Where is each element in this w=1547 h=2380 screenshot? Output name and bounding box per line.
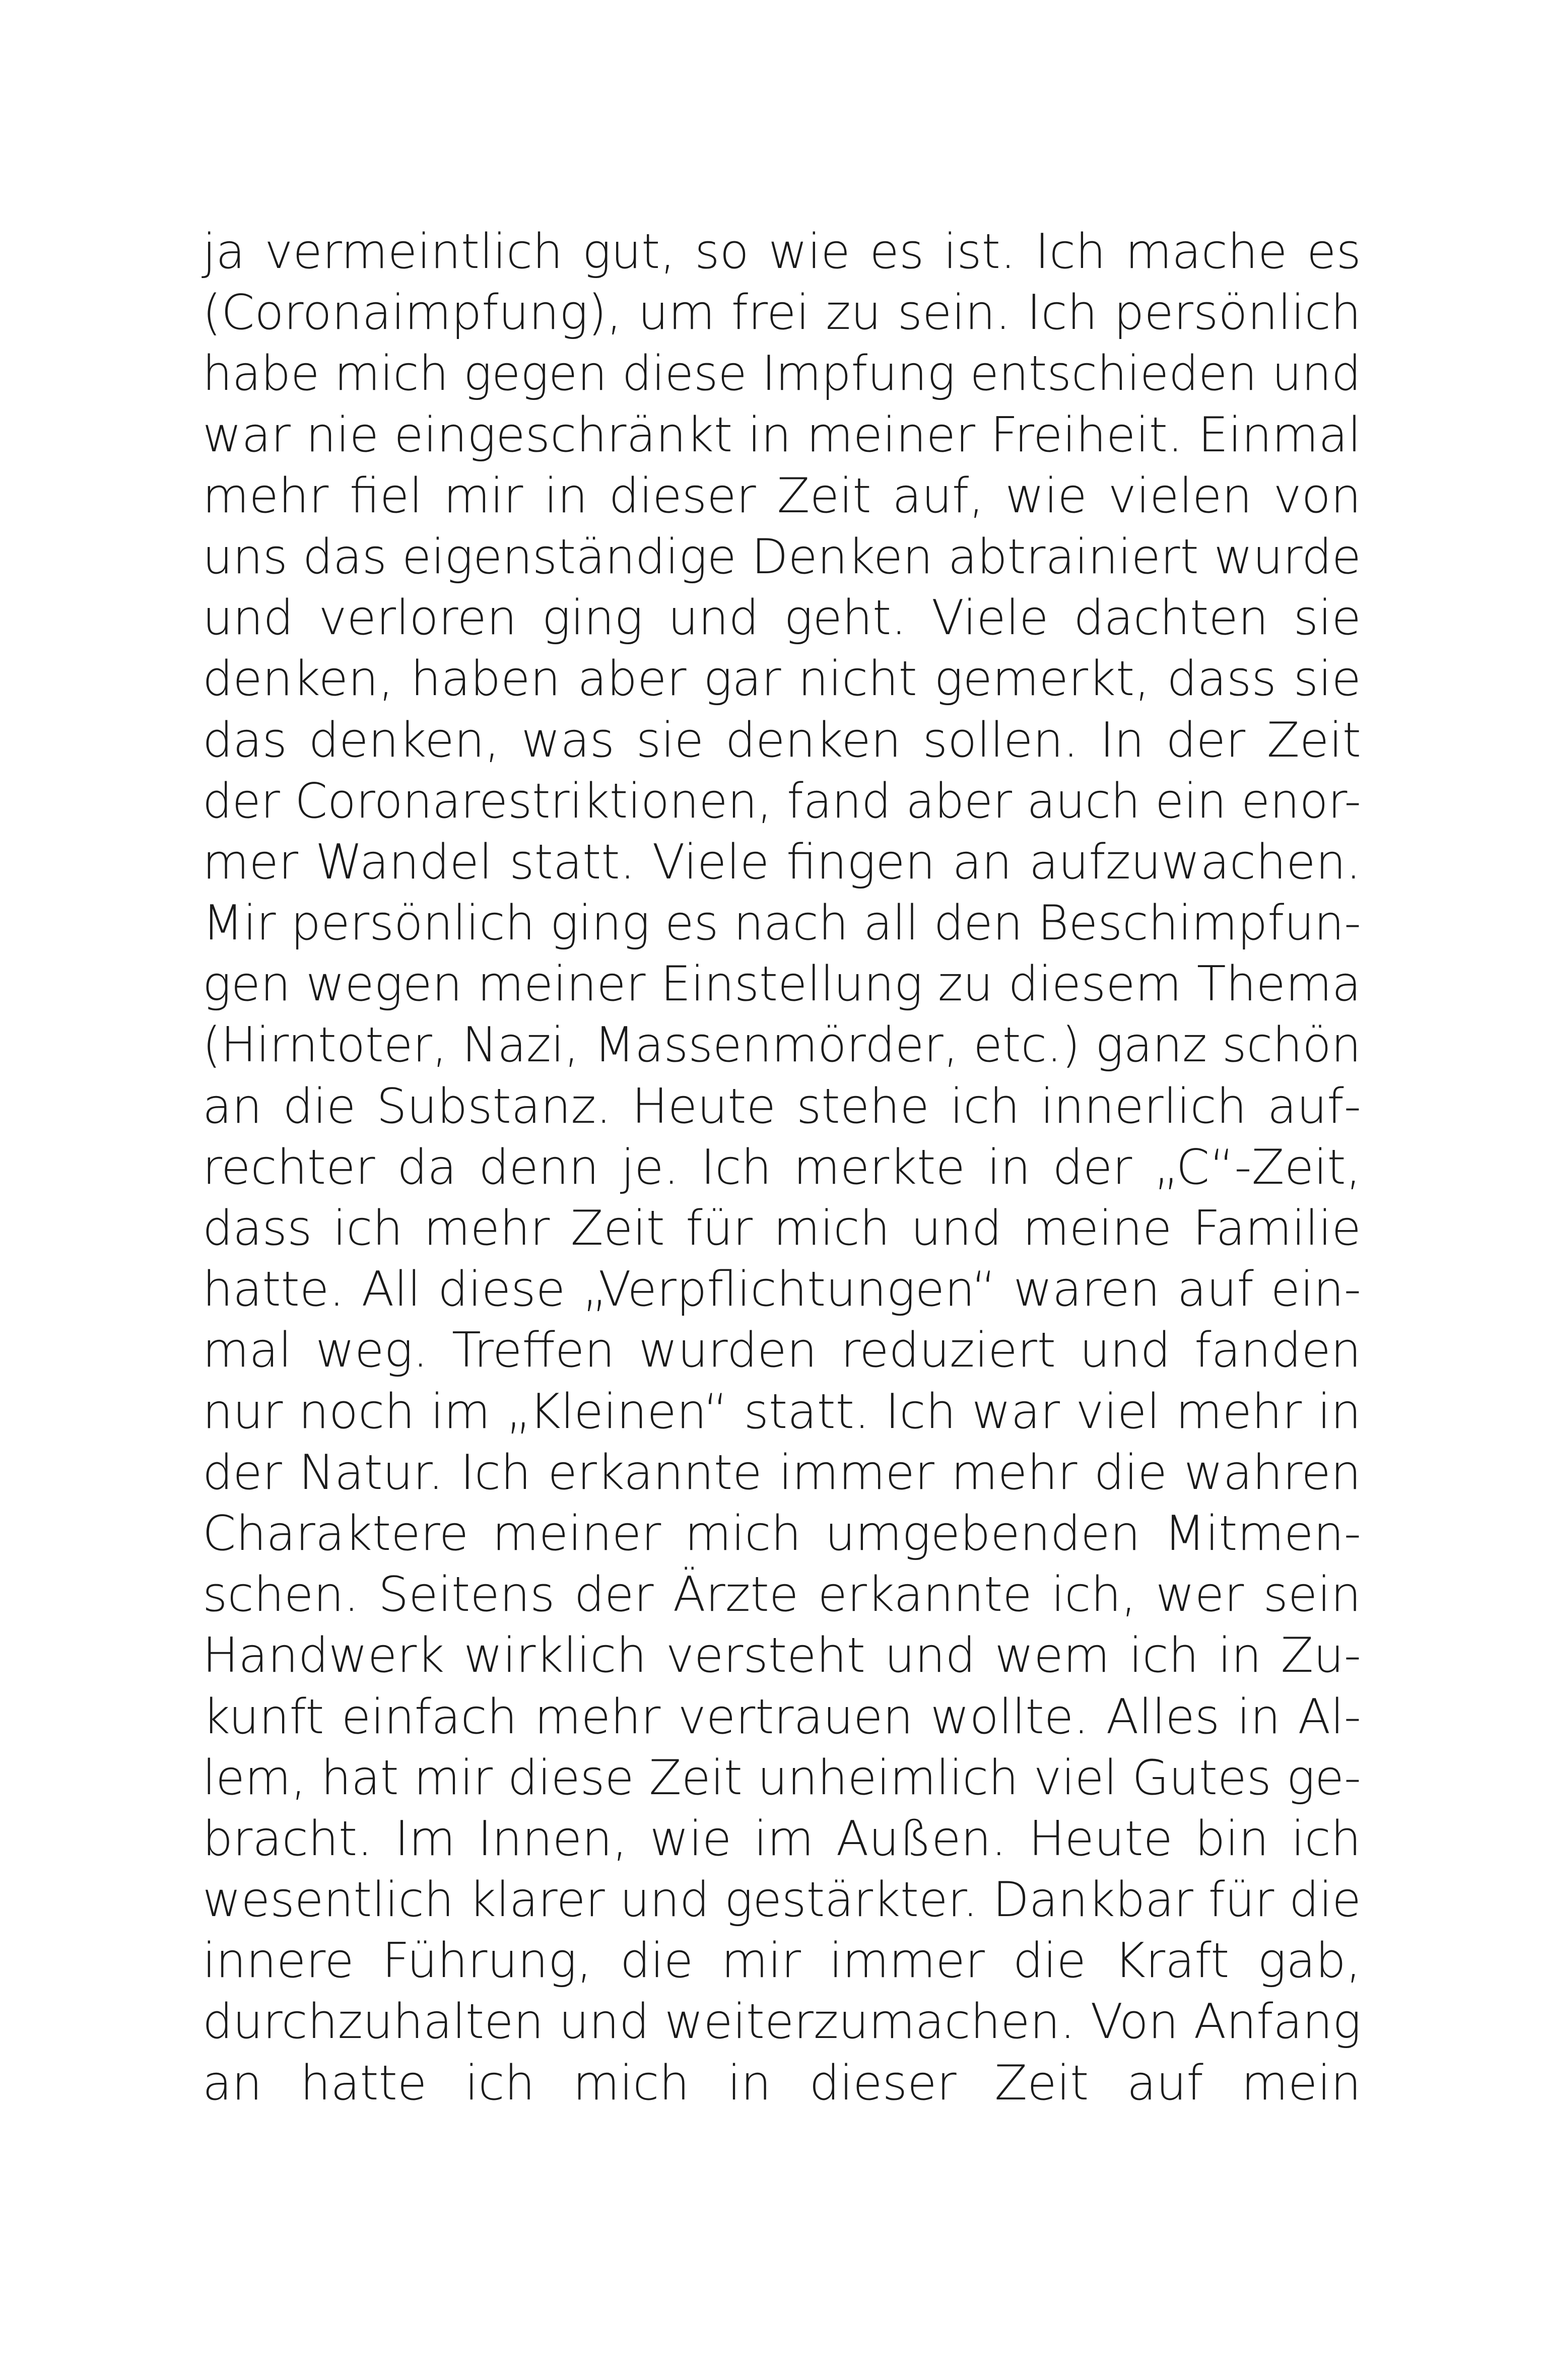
text-line: durchzuhalten und weiterzumachen. Von Anfang [203, 1994, 1361, 2050]
text-line: denken, haben aber gar nicht gemerkt, dass sie [203, 651, 1361, 707]
text-line: an hatte ich mich in dieser Zeit auf mein [203, 2055, 1361, 2111]
text-line: kunft einfach mehr vertrauen wollte. Alles in Al- [203, 1689, 1361, 1745]
body-text [203, 222, 1361, 2114]
text-line: Charaktere meiner mich umgebenden Mitmen- [203, 1506, 1361, 1561]
text-line: Mir persönlich ging es nach all den Beschimpfun- [203, 896, 1361, 951]
text-line: gen wegen meiner Einstellung zu diesem Thema [203, 957, 1361, 1012]
text-line: innere Führung, die mir immer die Kraft gab, [203, 1933, 1361, 1989]
text-line: rechter da denn je. Ich merkte in der „C“-Zeit, [203, 1139, 1361, 1195]
text-line: an die Substanz. Heute stehe ich innerlich auf- [203, 1078, 1361, 1134]
text-line: schen. Seitens der Ärzte erkannte ich, wer sein [203, 1567, 1361, 1623]
text-line: Handwerk wirklich versteht und wem ich in Zu- [203, 1628, 1361, 1684]
text-line: der Natur. Ich erkannte immer mehr die wahren [203, 1445, 1361, 1501]
text-line: das denken, was sie denken sollen. In der Zeit [203, 712, 1361, 768]
text-line: dass ich mehr Zeit für mich und meine Familie [203, 1201, 1361, 1256]
text-line: mal weg. Treffen wurden reduziert und fanden [203, 1323, 1361, 1379]
text-line: uns das eigenständige Denken abtrainiert wurde [203, 529, 1361, 585]
text-line: (Hirntoter, Nazi, Massenmörder, etc.) ganz schön [203, 1017, 1361, 1073]
text-line: mehr fiel mir in dieser Zeit auf, wie vielen von [203, 468, 1361, 524]
text-line: wesentlich klarer und gestärkter. Dankbar für die [203, 1872, 1361, 1928]
text-line: nur noch im „Kleinen“ statt. Ich war viel mehr in [203, 1384, 1361, 1440]
text-line: (Coronaimpfung), um frei zu sein. Ich persönlich [203, 285, 1361, 341]
text-line: hatte. All diese „Verpflichtungen“ waren auf ein- [203, 1262, 1361, 1318]
text-line: bracht. Im Innen, wie im Außen. Heute bin ich [203, 1811, 1361, 1867]
text-line: der Coronarestriktionen, fand aber auch ein enor- [203, 773, 1361, 829]
text-line: und verloren ging und geht. Viele dachten sie [203, 590, 1361, 646]
text-line: ja vermeintlich gut, so wie es ist. Ich mache es [203, 224, 1361, 280]
text-line: war nie eingeschränkt in meiner Freiheit. Einmal [203, 407, 1361, 463]
text-line: mer Wandel statt. Viele fingen an aufzuwachen. [203, 834, 1361, 890]
text-line: lem, hat mir diese Zeit unheimlich viel Gutes ge- [203, 1750, 1361, 1806]
text-line: habe mich gegen diese Impfung entschieden und [203, 346, 1361, 402]
